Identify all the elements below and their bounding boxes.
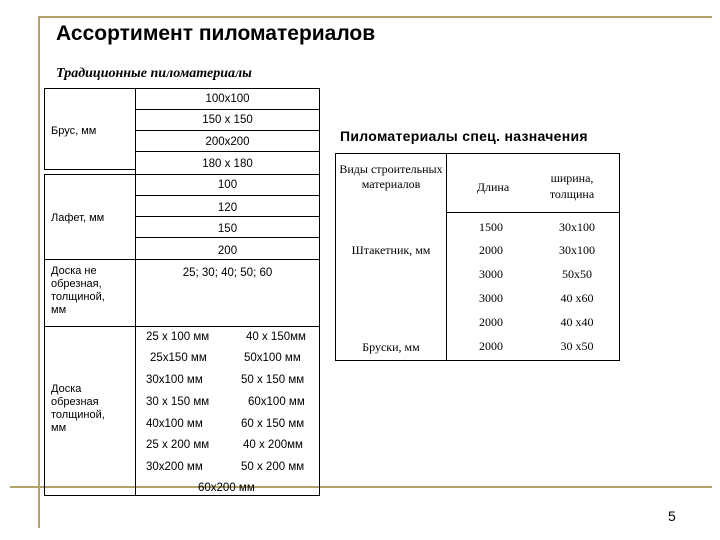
brus-value: 100x100	[135, 88, 320, 110]
lafet-value: 120	[135, 195, 320, 217]
lafet-value: 150	[135, 216, 320, 238]
left-rule	[38, 16, 40, 528]
edged-value: 30x100 мм	[146, 374, 203, 386]
edged-value: 50 x 150 мм	[241, 374, 305, 386]
special-heading: Пиломатериалы спец. назначения	[340, 128, 588, 144]
unedged-label: Доска не обрезная, толщиной, мм	[51, 265, 105, 316]
grid-line	[335, 360, 620, 361]
edged-value: 40 x 200мм	[243, 439, 303, 451]
brus-label-cell	[44, 88, 136, 170]
top-rule	[38, 16, 712, 18]
grid-line	[335, 153, 620, 154]
brus-value: 150 x 150	[135, 109, 320, 131]
section-subtitle: Традиционные пиломатериалы	[56, 66, 252, 81]
unedged-label-cell	[44, 259, 136, 327]
brus-label: Брус, мм	[51, 125, 97, 137]
cell-length: 3000	[479, 267, 503, 281]
header-width: ширина, толщина	[549, 171, 595, 201]
cell-width: 40 x60	[560, 291, 594, 305]
edged-value: 40x100 мм	[146, 418, 203, 430]
edged-value: 25 x 100 мм	[146, 331, 210, 343]
shtaketnik-label: Штакетник, мм	[351, 243, 431, 257]
page-title: Ассортимент пиломатериалов	[56, 22, 376, 45]
brus-value: 180 x 180	[135, 151, 320, 175]
edged-values-cell	[135, 326, 320, 496]
cell-width: 30x100	[559, 243, 595, 257]
edged-value: 30 x 150 мм	[146, 396, 210, 408]
grid-line	[619, 153, 620, 361]
edged-value: 50 x 200 мм	[241, 461, 305, 473]
edged-value: 50x100 мм	[244, 352, 301, 364]
edged-value: 60x100 мм	[248, 396, 305, 408]
edged-value: 60 x 150 мм	[241, 418, 305, 430]
brus-value: 200x200	[135, 130, 320, 152]
cell-width: 50x50	[562, 267, 592, 281]
cell-width: 30x100	[559, 220, 595, 234]
edged-value: 30x200 мм	[146, 461, 203, 473]
lafet-label-cell	[44, 174, 136, 260]
cell-width: 30 x50	[560, 339, 594, 353]
edged-label-cell	[44, 326, 136, 496]
bruski-label: Бруски, мм	[362, 340, 420, 354]
lafet-label: Лафет, мм	[51, 212, 105, 224]
lafet-value: 200	[135, 237, 320, 260]
header-length: Длина	[476, 180, 510, 194]
cell-length: 2000	[479, 315, 503, 329]
page-number: 5	[668, 508, 676, 524]
grid-line	[446, 212, 620, 213]
unedged-values: 25; 30; 40; 50; 60	[135, 259, 320, 327]
cell-length: 1500	[479, 220, 503, 234]
edged-value: 40 x 150мм	[246, 331, 306, 343]
lafet-value: 100	[135, 174, 320, 196]
cell-width: 40 x40	[560, 315, 594, 329]
edged-label: Доска обрезная толщиной, мм	[51, 383, 105, 434]
cell-length: 2000	[479, 339, 503, 353]
edged-value: 25 x 200 мм	[146, 439, 210, 451]
grid-line	[446, 153, 447, 361]
edged-value: 25x150 мм	[150, 352, 207, 364]
cell-length: 2000	[479, 243, 503, 257]
cell-length: 3000	[479, 291, 503, 305]
header-material: Виды строительных материалов	[339, 162, 443, 191]
edged-value: 60x200 мм	[198, 482, 255, 494]
